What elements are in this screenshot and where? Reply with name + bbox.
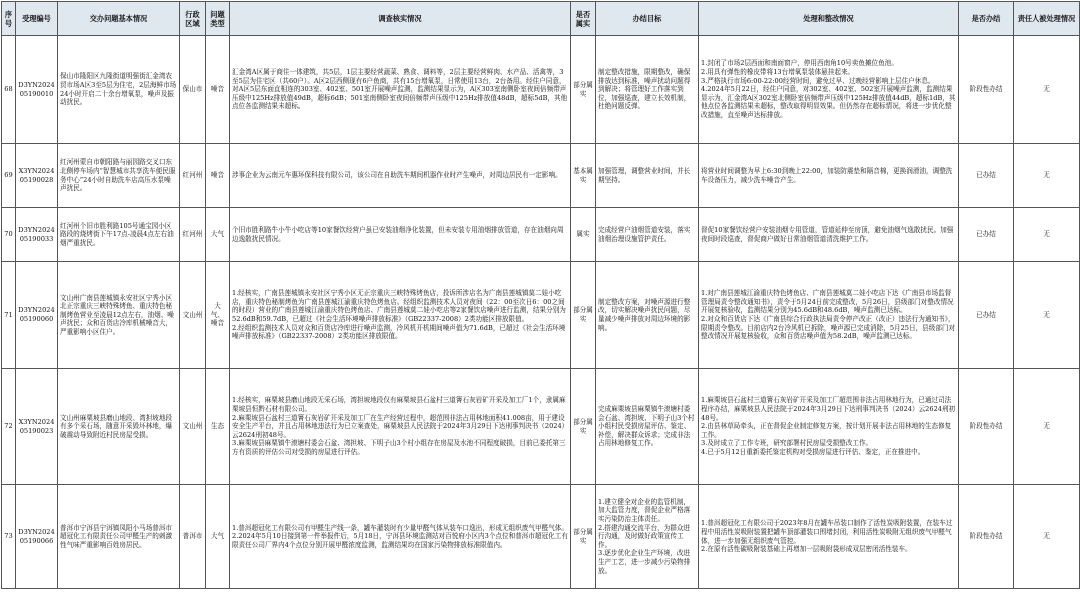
header-issue: 交办问题基本情况 [58, 2, 180, 36]
cell-issue: 文山州麻栗坡县磨山地段、湾担坡地段有多个采石场，随意开采毁坏林地，爆破震动导致附近村民房屋受损。 [58, 369, 180, 485]
cell-no: 70 [2, 208, 16, 262]
cell-type: 噪音 [206, 36, 230, 144]
cell-verified: 部分属实 [571, 485, 596, 589]
cell-region: 保山市 [180, 36, 206, 144]
header-accountability: 责任人被处理情况 [1014, 2, 1080, 36]
header-handling: 处理和整改情况 [699, 2, 959, 36]
header-no: 序号 [2, 2, 16, 36]
cell-id: D3YN2024 05190010 [16, 36, 58, 144]
cell-goal: 制定整改措施，限期整改，确保排放达到标准，噪声扰动问题得到解决；将管理好工作落实到位，加强巡查，建立长效机制，杜绝问题反弹。 [596, 36, 699, 144]
cell-investigation: 1.经核实，麻栗坡县磨山地段无采石场，湾担坡地段仅有麻栗坡县石盆村三道箐石灰岩矿开采及加工厂1个，隶属麻栗坡县恒黔石材有限公司。 2.麻栗坡县石盆村三道箐石灰岩矿开采及加工厂在生产经营过程中，超范围非法占用林地面积41.008亩，用于建设安全生产平台，并且占用林地违法行为已立案查处，麻栗坡县人民法院于2024年3月29日下达刑事判决书（2024）云2624刑初48号。 3.麻栗坡县麻栗镇牛滚塘村委会石盆、湾担坡、下明子山3个村小组存在房屋及水池不同程度破损，目前已委托第三方有资质的评估公司对受损的房屋进行评估。 [230, 369, 571, 485]
header-type: 问题类型 [206, 2, 230, 36]
cell-closed: 已办结 [959, 144, 1014, 208]
cell-id: X3YN2024 05190028 [16, 144, 58, 208]
cell-no: 71 [2, 262, 16, 369]
cell-goal: 完成经营户油烟管道安装，落实油烟治理设施管护责任。 [596, 208, 699, 262]
cell-accountability: 无 [1014, 208, 1080, 262]
cell-accountability: 无 [1014, 369, 1080, 485]
table-row [2, 262, 1080, 369]
cell-no: 72 [2, 369, 16, 485]
cell-verified: 部分属实 [571, 369, 596, 485]
cell-no: 73 [2, 485, 16, 589]
cell-id: D3YN2024 05190033 [16, 208, 58, 262]
cell-handling: 1.普洱超冠化工有限公司于2023年8月在罐车吊装口制作了活性炭吸附装置，在装车过程中用活性炭吸附装置把罐车顶部灌装口围堵封闭，利用活性炭吸附无组织废气甲醛气体，进一步加强无组织废气管控。 2.在原有活性碳吸附装基础上再增加一层吸附袋形成双层密闭活性装车。 [699, 485, 959, 589]
header-region: 行政区域 [180, 2, 206, 36]
cell-handling: 1.对广南县莲城江渝重庆特色烤鱼店、广南县莲城莫二娃小吃店下达《广南县市场监督管理局责令整改通知书》，责令于5月24日前完成整改，5月26日，县级部门对整改情况开展复核验收，监测结果分别为45.6dB和48.6dB，噪声监测已达标。 2.对众和百货店下达《广南县综合行政执法局责令停产改正（改正）违法行为通知书》，限期责令整改。目前店内2台冷风机已拆除，噪声源已完成消除，5月25日，县级部门对整改情况开展复核验收，众和百货店噪声值为58.2dB，噪声监测已达标。 [699, 262, 959, 369]
cell-id: D3YN2024 05190066 [16, 485, 58, 589]
cell-closed: 已办结 [959, 208, 1014, 262]
cell-accountability: 无 [1014, 36, 1080, 144]
cell-investigation: 个旧市胜利路牛小牛小吃店等10家餐饮经营户虽已安装油烟净化装置，但未安装专用油烟排放管道，存在油烟向周边逸散扰民情况。 [230, 208, 571, 262]
cell-type: 大气 [206, 485, 230, 589]
cell-issue: 文山州广南县莲城镇永安社区宁秀小区北正宗重庆三峡特殊烤鱼、重庆特色秘制烤鱼营业至凌晨12点左右，油烟、噪声扰民；众和百货店冷库机械噪音大，严重影响小区住户。 [58, 262, 180, 369]
cell-verified: 属实 [571, 208, 596, 262]
header-id: 受理编号 [16, 2, 58, 36]
cell-issue: 普洱市宁洱县宁洱镇凤阳小马场普洱市超冠化工有限责任公司甲醛生产的刺激性气味严重影响百姓房居民。 [58, 485, 180, 589]
table-row [2, 36, 1080, 144]
complaint-table [1, 1, 1080, 589]
cell-investigation: 1.普洱超冠化工有限公司有甲醛生产线一条，罐车灌装时有少量甲醛气体从装车口逸出，形成无组织废气甲醛气体。 2.2024年5月10日接到第一件举报件后，5月18日，宁洱县环境监测站对百悦府小区内3个点位和普洱市超冠化工有限责任公司厂界内4个点位分别开展甲醛浓度监测，监测结果均在国家污染物排放标准限值内。 [230, 485, 571, 589]
cell-region: 文山州 [180, 262, 206, 369]
cell-region: 普洱市 [180, 485, 206, 589]
cell-handling: 将营业时间调整为早上6:30到晚上22:00，加装防震垫和隔音棉，更换润滑油，调整洗车设备压力，减少洗车噪音产生。 [699, 144, 959, 208]
cell-investigation: 汇金湾A区属于商住一体建筑，共5层，1层主要经营蔬菜、熟食、调料等，2层主要经营鲜肉、水产品、活禽等，3至5层为住宅区（共60户）。A区2层西侧现有6户鱼商，共有15台增氧泵，日常使用13台，2台备用。经住户同意，对A区5层东面直相连的303室、402室、501室开展噪声监测，监测结果显示为，A区303室南侧卧室夜间倍频带声压级中125Hz排放值49dB，超标6dB；501室南侧卧室夜间倍频带声压级中125Hz排放值48dB，超标5dB，其他点位各监测结果未超标。 [230, 36, 571, 144]
cell-id: D3YN2024 05190060 [16, 262, 58, 369]
table-row [2, 485, 1080, 589]
table-row [2, 208, 1080, 262]
cell-issue: 红河州蒙自市朝阳路与丽园路交叉口东北侧停车场内“智慧城市共享洗车便民服务中心”24小时自助洗车店高压水泵噪声扰民。 [58, 144, 180, 208]
header-verified: 是否属实 [571, 2, 596, 36]
cell-type: 噪音 [206, 144, 230, 208]
cell-accountability: 无 [1014, 262, 1080, 369]
cell-verified: 基本属实 [571, 144, 596, 208]
table-row [2, 369, 1080, 485]
cell-issue: 保山市隆阳区九隆街道明强街汇金湾农贸市场A区3至5层为住宅，2层海鲜市场24小时开启二十余台增氧泵，噪声及振动扰民。 [58, 36, 180, 144]
cell-accountability: 无 [1014, 144, 1080, 208]
cell-closed: 阶段性办结 [959, 485, 1014, 589]
cell-handling: 1.封闭了市场2层西面和南面窗户，停用西南角10号卖鱼摊位鱼池。 2.用具有弹性的橡皮带将13台增氧泵装体悬挂起来。 3.严格执行市场6:00-22:00经营时间，避免过早、过晚经营影响上层住户休息。 4.2024年5月22日，经住户同意，对302室、402室、502室开展噪声监测，监测结果显示为，汇金湾A区302室北侧卧室倍频带声压级中125Hz排放值44dB，超标1dB，其他点位各监测结果未超标，整改取得明显效果。但仍然存在超标情况，将进一步优化整改措施，直至噪声达标排放。 [699, 36, 959, 144]
cell-goal: 1.建立健全对企业的监管机制，加大监管力度，督促企业严格落实污染防治主体责任。 2.搭建沟通交流平台，为群众进行沟通，及时做好政策宣传工作。 3.逐步优化企业生产环境，改进生产工艺，进一步减少污染物排放。 [596, 485, 699, 589]
cell-no: 69 [2, 144, 16, 208]
header-row [2, 2, 1080, 36]
cell-no: 68 [2, 36, 16, 144]
cell-investigation: 1.经核实，广南县莲城镇永安社区宁秀小区无正宗重庆三峡特殊烤鱼店，投诉所涉店名为广南县莲城镇莫二娃小吃店，重庆特色秘制烤鱼为广南县莲城江渝重庆特色烤鱼店。经组织监测技术人员对夜间（22：00至次日6：00之间的时段）营业的广南县莲城江渝重庆特色烤鱼店、广南县莲城莫二娃小吃店等2家餐饮店噪声进行监测，结果分别为52.6dB和59.7dB，已超过《社会生活环境噪声排放标准》（GB22337-2008）2类功能区排放限值。 2.经组织监测技术人员对众和百货店冷库进行噪声监测，冷风机开机期间噪声值为71.6dB，已超过《社会生活环境噪声排放标准》（GB22337-2008）2类功能区排放限值。 [230, 262, 571, 369]
cell-verified: 部分属实 [571, 262, 596, 369]
cell-goal: 完成麻栗坡县麻栗镇牛滚塘村委会石盆、湾担坡、下明子山3个村小组村民受损房屋评估、鉴定、补偿，解决群众诉求；完成非法占用林地修复工作。 [596, 369, 699, 485]
cell-closed: 阶段性办结 [959, 369, 1014, 485]
cell-investigation: 涉事企业为云南元车惠环保科技有限公司，该公司在自助洗车期间机器作业时产生噪声，对周边居民有一定影响。 [230, 144, 571, 208]
cell-type: 大气 [206, 208, 230, 262]
cell-closed: 阶段性办结 [959, 36, 1014, 144]
cell-handling: 督促10家餐饮经营户安装油烟专用管道，管道延伸至房顶，避免油烟气逸散扰民。加强夜间时段巡查，督促商户做好日常油烟管道清洗维护工作。 [699, 208, 959, 262]
header-investigation: 调查核实情况 [230, 2, 571, 36]
cell-goal: 制定整改方案，对噪声源进行整改，切实解决噪声扰民问题，尽量减少噪声排放对周边环境的影响。 [596, 262, 699, 369]
table-row [2, 144, 1080, 208]
cell-accountability: 无 [1014, 485, 1080, 589]
header-goal: 办结目标 [596, 2, 699, 36]
cell-goal: 加强管理，调整营业时间，并长期坚持。 [596, 144, 699, 208]
cell-handling: 1.麻栗坡县石盆村三道箐石灰岩矿开采及加工厂超范围非法占用林地行为，已通过司法程序办结，麻栗坡县人民法院于2024年3月29日下达刑事判决书（2024）云2624刑初48号。 2.由县林草局牵头，正在督促企业制定修复方案，按计划开展非法占用林地的生态修复工作。 3.及时成立了工作专班，研究部署村民房屋受损整改工作。 4.已于5月12日重新委托鉴定机构对受损房屋进行评估、鉴定，正在推进中。 [699, 369, 959, 485]
cell-verified: 部分属实 [571, 36, 596, 144]
cell-region: 红河州 [180, 208, 206, 262]
cell-region: 红河州 [180, 144, 206, 208]
cell-region: 文山州 [180, 369, 206, 485]
cell-id: X3YN2024 05190023 [16, 369, 58, 485]
cell-issue: 红河州个旧市胜利路105号通宝园小区路段的烧烤街下午17点-凌晨4点左右油烟严重扰民。 [58, 208, 180, 262]
cell-type: 生态 [206, 369, 230, 485]
header-closed: 是否办结 [959, 2, 1014, 36]
cell-closed: 已办结 [959, 262, 1014, 369]
cell-type: 大气、噪音 [206, 262, 230, 369]
